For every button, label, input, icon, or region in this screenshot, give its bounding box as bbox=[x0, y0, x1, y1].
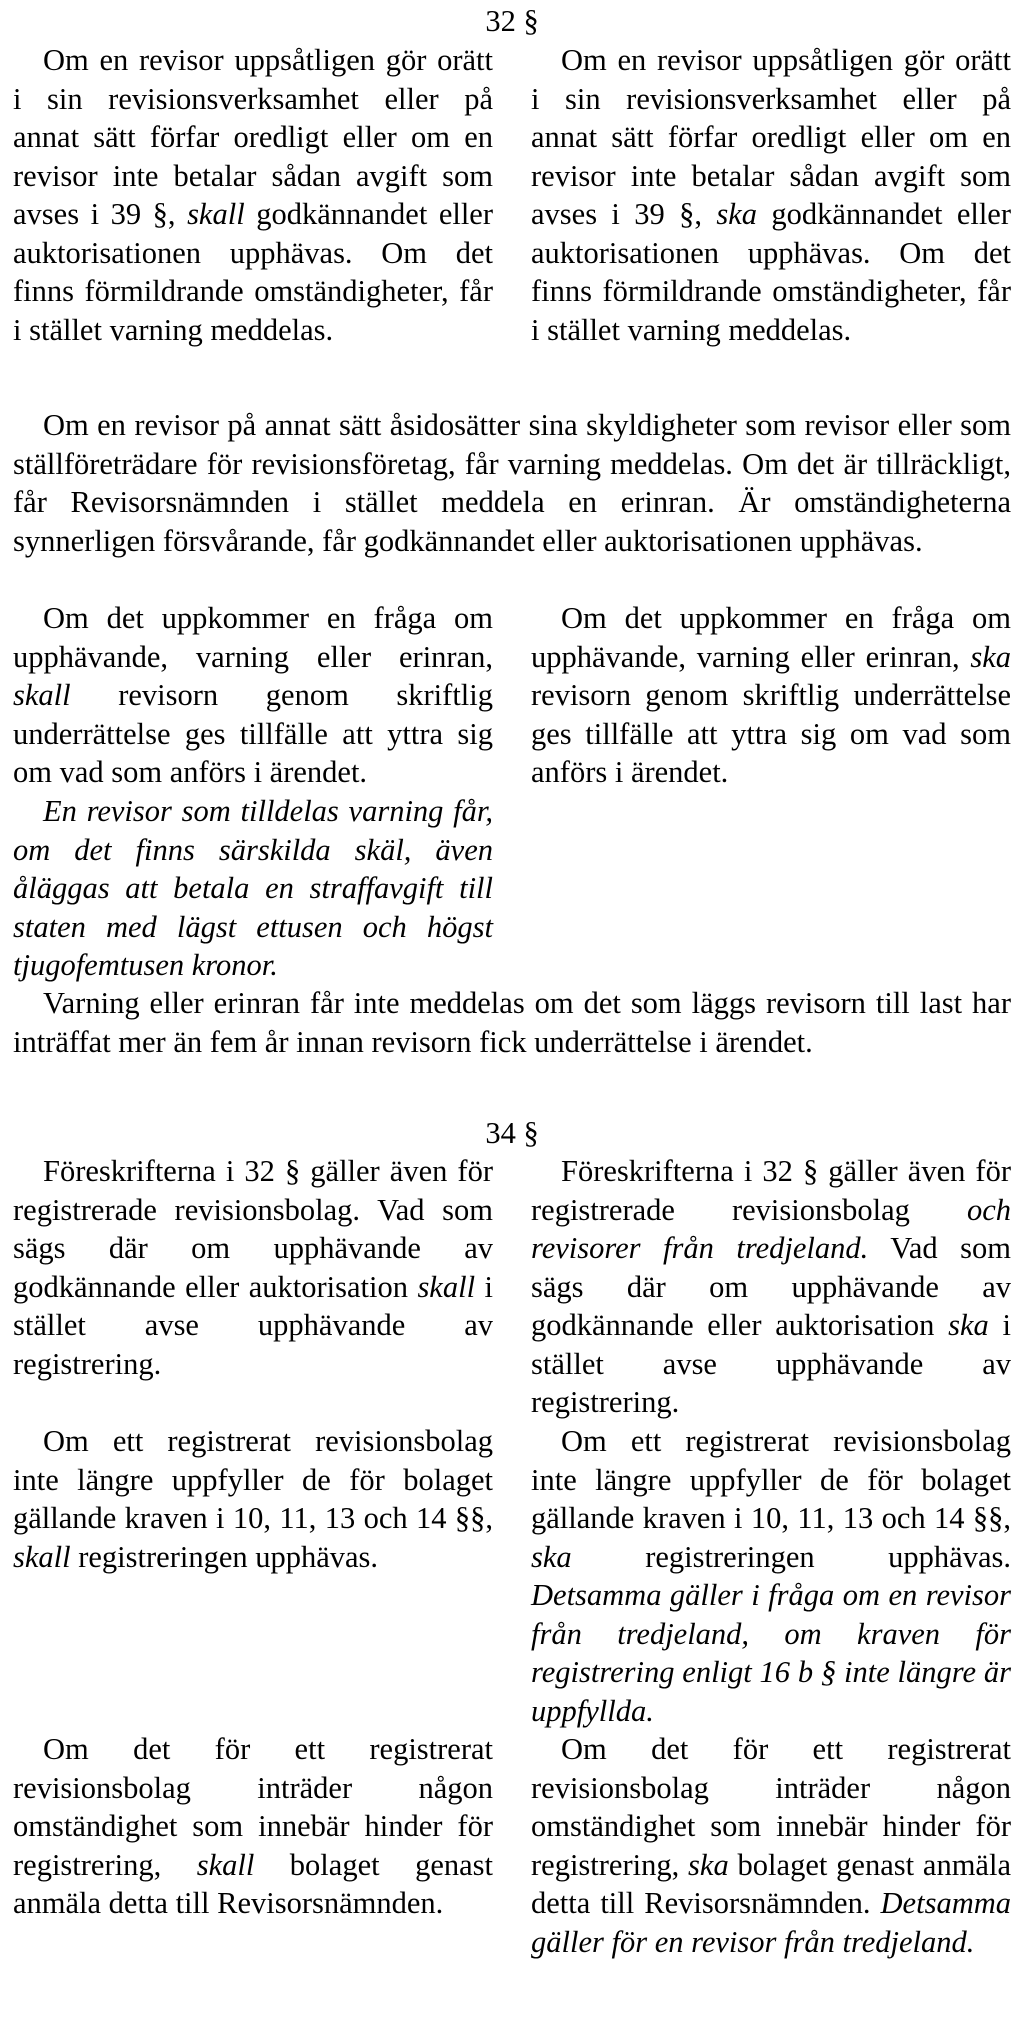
sec32-old-paragraph-2: Om det uppkommer en fråga om upphävande, varning eller erinran, skall revisorn genom skriftlig underrättelse ges tillfälle att yttra sig om vad som anförs i ärendet. bbox=[13, 601, 493, 789]
sec32-old-paragraph-1: Om en revisor uppsåtligen gör orätt i sin revisionsverksamhet eller på annat sätt förfar oredligt eller om en revisor inte betalar sådan avgift som avses i 39 §, skall godkännandet eller auktorisationen upphävas. Om det finns förmildrande omständigheter, får i stället varning meddelas. bbox=[13, 43, 494, 347]
sec34-old-paragraph-1: Föreskrifterna i 32 § gäller även för registrerade revisionsbolag. Vad som sägs där om upphävande av godkännande eller auktorisation skall i stället avse upphävande av registrering. bbox=[13, 1154, 493, 1381]
sec34-old-paragraph-2: Om ett registrerat revisionsbolag inte längre uppfyller de för bolaget gällande kraven i 10, 11, 13 och 14 §§, skall registreringen upphävas. bbox=[13, 1424, 493, 1574]
sec34-old-paragraph-3: Om det för ett registrerat revisionsbolag inträder någon omständighet som innebär hinder för registrering, skall bolaget genast anmäla detta till Revisorsnämnden. bbox=[13, 1732, 493, 1920]
sec34-new-paragraph-3: Om det för ett registrerat revisionsbolag inträder någon omständighet som innebär hinder för registrering, ska bolaget genast anmäla detta till Revisorsnämnden. Detsamma gäller för en revisor från tredjeland. bbox=[531, 1732, 1011, 1959]
sec32-old-paragraph-3: En revisor som tilldelas varning får, om det finns särskilda skäl, även åläggas att betala en straffavgift till staten med lägst ettusen och högst tjugofemtusen kronor. bbox=[13, 794, 493, 982]
section-34-heading: 34 § bbox=[485, 1116, 539, 1150]
sec32-shared-paragraph-2: Varning eller erinran får inte meddelas om det som läggs revisorn till last har inträffat mer än fem år innan revisorn fick underrättelse i ärendet. bbox=[13, 986, 1011, 1059]
sec32-new-paragraph-2: Om det uppkommer en fråga om upphävande, varning eller erinran, ska revisorn genom skriftlig underrättelse ges tillfälle att yttra sig om vad som anförs i ärendet. bbox=[531, 601, 1011, 789]
section-32-heading: 32 § bbox=[485, 4, 539, 38]
sec32-shared-paragraph-1: Om en revisor på annat sätt åsidosätter sina skyldigheter som revisor eller som ställföreträdare för revisionsföretag, får varning meddelas. Om det är tillräckligt, får Revisorsnämnden i stället meddela en erinran. Är omständigheterna synnerligen försvårande, får godkännandet eller auktorisationen upphävas. bbox=[13, 408, 1011, 558]
sec34-new-paragraph-2: Om ett registrerat revisionsbolag inte längre uppfyller de för bolaget gällande kraven i 10, 11, 13 och 14 §§, ska registreringen upphävas. Detsamma gäller i fråga om en revisor från tredjeland, om kraven för registrering enligt 16 b § inte längre är uppfyllda. bbox=[531, 1424, 1011, 1728]
sec32-new-paragraph-1: Om en revisor uppsåtligen gör orätt i sin revisionsverksamhet eller på annat sätt förfar oredligt eller om en revisor inte betalar sådan avgift som avses i 39 §, ska godkännandet eller auktorisationen upphävas. Om det finns förmildrande omständigheter, får i stället varning meddelas. bbox=[531, 43, 1011, 347]
sec34-new-paragraph-1: Föreskrifterna i 32 § gäller även för registrerade revisionsbolag och revisorer från tredjeland. Vad som sägs där om upphävande av godkännande eller auktorisation ska i stället avse upphävande av registrering. bbox=[531, 1154, 1011, 1419]
